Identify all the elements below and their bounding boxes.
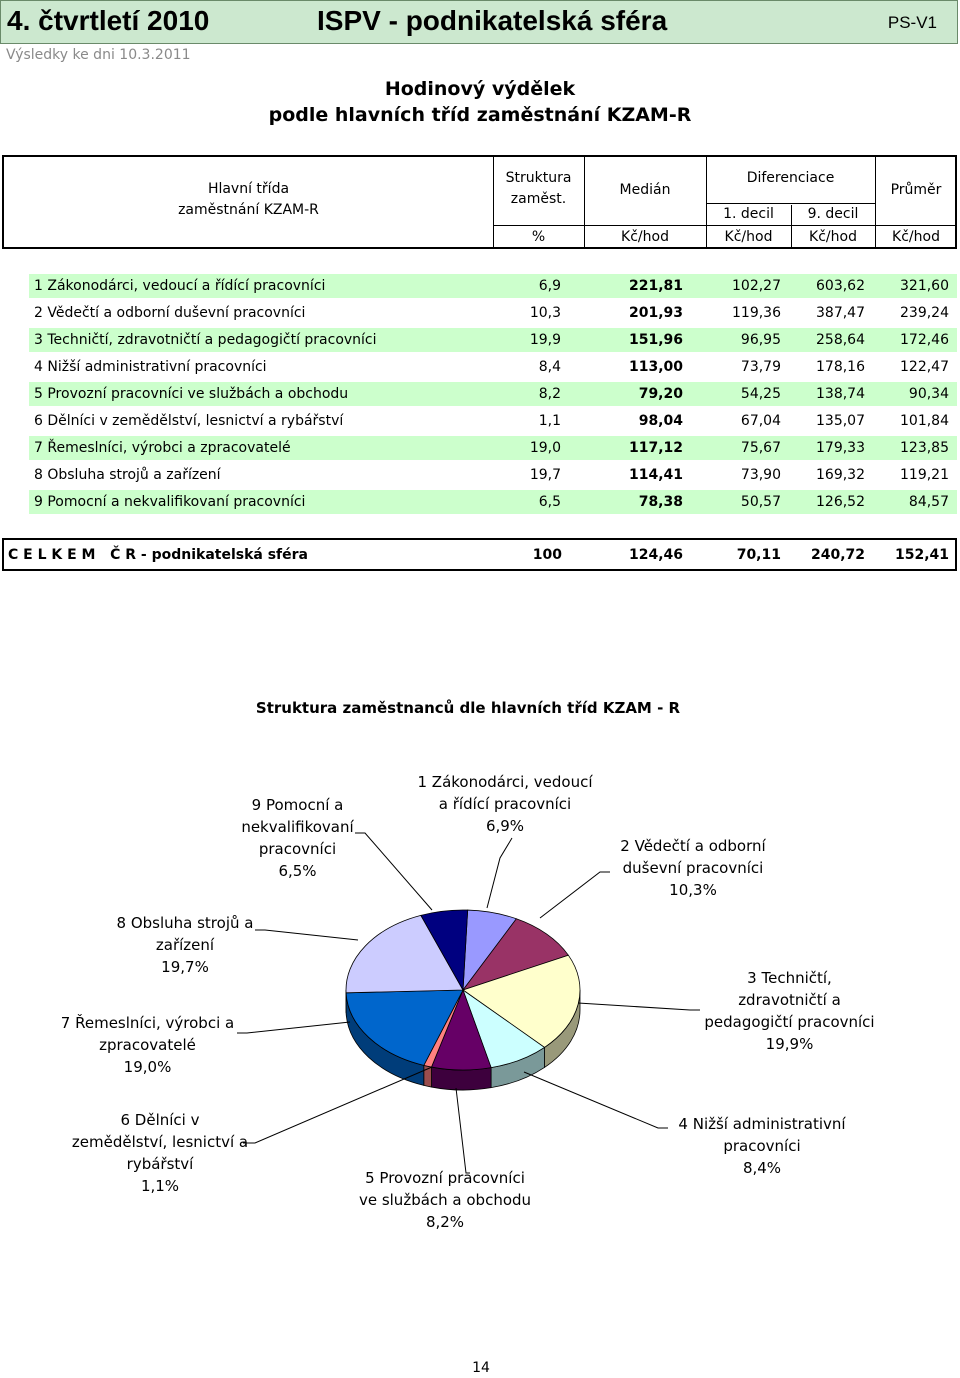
pie-label-line: zpracovatelé	[99, 1036, 196, 1054]
row-mean: 321,60	[900, 278, 949, 294]
row-name: 3 Techničtí, zdravotničtí a pedagogičtí pracovníci	[34, 332, 377, 348]
row-d1: 54,25	[740, 386, 781, 402]
row-mean: 172,46	[900, 332, 949, 348]
row-name: 9 Pomocní a nekvalifikovaní pracovníci	[34, 494, 306, 510]
pie-leader-line	[456, 1088, 470, 1173]
row-median: 201,93	[628, 305, 683, 321]
col-median-header: Medián	[619, 182, 671, 198]
pie-slice-side	[432, 1067, 492, 1090]
row-median: 151,96	[628, 332, 683, 348]
pie-label-line: zařízení	[155, 936, 215, 954]
row-d9: 135,07	[816, 413, 865, 429]
row-d9: 178,16	[816, 359, 865, 375]
pie-label-line: 19,0%	[123, 1058, 172, 1076]
row-d9: 603,62	[816, 278, 865, 294]
pie-label-line: 5 Provozní pracovníci	[365, 1169, 525, 1187]
row-name: 7 Řemeslníci, výrobci a zpracovatelé	[34, 440, 291, 456]
row-d1: 73,90	[740, 467, 781, 483]
total-name: C E L K E M Č R - podnikatelská sféra	[8, 547, 308, 563]
pie-label-line: 1 Zákonodárci, vedoucí	[417, 773, 593, 791]
col-d1-header: 1. decil	[723, 206, 774, 222]
row-mean: 239,24	[900, 305, 949, 321]
row-d9: 126,52	[816, 494, 865, 510]
row-mean: 84,57	[908, 494, 949, 510]
pie-label-line: 19,7%	[161, 958, 209, 976]
row-mean: 90,34	[908, 386, 949, 402]
row-d1: 102,27	[732, 278, 781, 294]
total-median: 124,46	[628, 547, 683, 563]
pie-label	[55, 1012, 240, 1078]
row-structure: 6,5	[538, 494, 561, 510]
pie-label-line: 6 Dělníci v	[120, 1111, 200, 1129]
pie-label	[405, 771, 605, 837]
row-median: 221,81	[628, 278, 683, 294]
row-median: 113,00	[628, 359, 683, 375]
pie-leader-line	[524, 1072, 668, 1128]
row-name: 6 Dělníci v zemědělství, lesnictví a rybářství	[34, 413, 344, 429]
pie-label	[225, 794, 370, 882]
pie-label-line: pedagogičtí pracovníci	[704, 1013, 875, 1031]
row-name: 4 Nižší administrativní pracovníci	[34, 359, 267, 375]
row-median: 114,41	[628, 467, 683, 483]
pie-label-line: rybářství	[126, 1155, 194, 1173]
pie-label-line: pracovníci	[723, 1137, 801, 1155]
pie-label-line: 19,9%	[765, 1035, 814, 1053]
pie-label-line: nekvalifikovaní	[241, 818, 354, 836]
pie-leader-line	[237, 1022, 350, 1033]
row-name: 5 Provozní pracovníci ve službách a obchodu	[34, 386, 349, 402]
pie-label	[345, 1167, 545, 1233]
unit-d1: Kč/hod	[724, 229, 773, 245]
col-diff-header: Diferenciace	[746, 170, 835, 186]
pie-label	[100, 912, 270, 978]
pie-label-line: 8,4%	[742, 1159, 782, 1177]
pie-label-line: 10,3%	[669, 881, 717, 899]
col-struct-line2: zaměst.	[510, 191, 567, 207]
row-name: 1 Zákonodárci, vedoucí a řídící pracovníci	[34, 278, 326, 294]
row-structure: 19,7	[529, 467, 561, 483]
row-d9: 179,33	[816, 440, 865, 456]
total-structure: 100	[532, 547, 562, 563]
row-d9: 138,74	[816, 386, 865, 402]
pie-label	[60, 1109, 260, 1197]
pie-leader-line	[255, 930, 358, 940]
quarter-title: 4. čtvrtletí 2010	[7, 5, 210, 36]
row-d9: 258,64	[816, 332, 865, 348]
row-d9: 387,47	[816, 305, 865, 321]
pie-label-line: 9 Pomocní a	[251, 796, 344, 814]
unit-median: Kč/hod	[621, 229, 669, 245]
col-d9-header: 9. decil	[807, 206, 859, 222]
row-median: 79,20	[638, 386, 683, 402]
row-structure: 6,9	[538, 278, 561, 294]
pie-label-line: 7 Řemeslníci, výrobci a	[60, 1014, 235, 1032]
pie-label-line: zemědělství, lesnictví a	[71, 1133, 249, 1151]
pie-label-line: 2 Vědečtí a odborní	[620, 837, 766, 855]
unit-pct: %	[531, 229, 546, 245]
row-name: 8 Obsluha strojů a zařízení	[34, 467, 221, 483]
row-median: 117,12	[628, 440, 683, 456]
col-mean-header: Průměr	[890, 182, 942, 198]
col-class-line1: Hlavní třída	[207, 181, 290, 197]
page-title-line2: podle hlavních tříd zaměstnání KZAM-R	[268, 104, 692, 126]
row-mean: 123,85	[900, 440, 949, 456]
pie-label	[692, 967, 887, 1055]
total-mean: 152,41	[894, 547, 949, 563]
row-d1: 96,95	[740, 332, 781, 348]
page-number: 14	[472, 1360, 490, 1376]
pie-label-line: 6,9%	[485, 817, 525, 835]
row-structure: 19,0	[529, 440, 561, 456]
survey-title: ISPV - podnikatelská sféra	[317, 5, 668, 36]
pie-label	[598, 835, 788, 901]
pie-label-line: 4 Nižší administrativní	[678, 1115, 846, 1133]
pie-label-line: a řídící pracovníci	[438, 795, 572, 813]
col-struct-line1: Struktura	[505, 170, 572, 186]
pie-label-line: 1,1%	[140, 1177, 180, 1195]
row-name: 2 Vědečtí a odborní duševní pracovníci	[34, 305, 306, 321]
total-d1: 70,11	[736, 547, 781, 563]
pie-label-line: 3 Techničtí,	[747, 969, 832, 987]
pie-label-line: pracovníci	[258, 840, 337, 858]
unit-mean: Kč/hod	[892, 229, 940, 245]
unit-d9: Kč/hod	[809, 229, 857, 245]
row-structure: 8,4	[538, 359, 561, 375]
pie-label-line: 6,5%	[278, 862, 317, 880]
row-d1: 73,79	[740, 359, 781, 375]
row-structure: 1,1	[538, 413, 561, 429]
pie-label-line: 8,2%	[425, 1213, 465, 1231]
row-mean: 101,84	[900, 413, 949, 429]
pie-label-line: zdravotničtí a	[738, 991, 841, 1009]
pie-leader-line	[578, 1003, 700, 1010]
total-d9: 240,72	[810, 547, 865, 563]
pie-label-line: ve službách a obchodu	[358, 1191, 532, 1209]
row-mean: 122,47	[900, 359, 949, 375]
row-mean: 119,21	[900, 467, 949, 483]
row-d9: 169,32	[816, 467, 865, 483]
pie-leader-line	[487, 838, 512, 908]
row-median: 98,04	[638, 413, 683, 429]
pie-label-line: duševní pracovníci	[622, 859, 764, 877]
pie-label-line: 8 Obsluha strojů a	[116, 914, 254, 932]
table-code: PS-V1	[887, 13, 937, 32]
row-structure: 8,2	[538, 386, 561, 402]
pie-label	[662, 1113, 862, 1179]
row-structure: 10,3	[529, 305, 561, 321]
row-d1: 50,57	[740, 494, 781, 510]
col-class-line2: zaměstnání KZAM-R	[178, 202, 319, 218]
page-title-line1: Hodinový výdělek	[384, 78, 576, 100]
row-d1: 119,36	[732, 305, 781, 321]
row-d1: 75,67	[740, 440, 781, 456]
chart-title: Struktura zaměstnanců dle hlavních tříd KZAM - R	[255, 699, 681, 717]
results-date: Výsledky ke dni 10.3.2011	[6, 47, 191, 63]
row-median: 78,38	[638, 494, 683, 510]
row-structure: 19,9	[529, 332, 561, 348]
row-d1: 67,04	[740, 413, 781, 429]
